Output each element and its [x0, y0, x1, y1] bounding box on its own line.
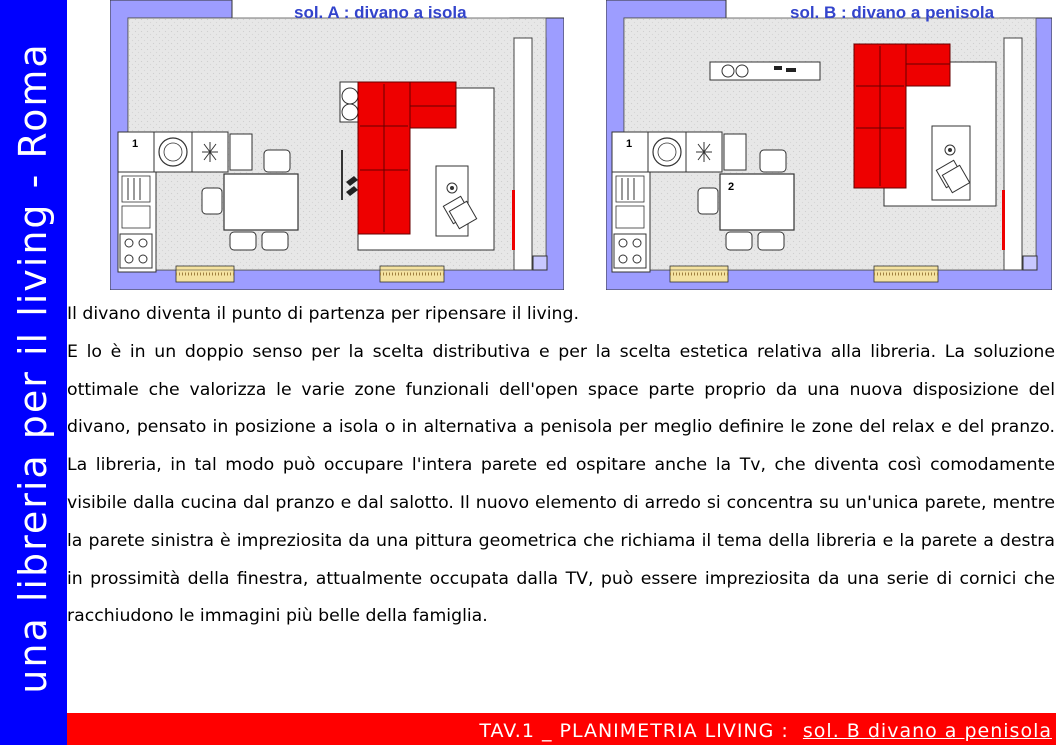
- floor-plan-a-drawing: [110, 0, 564, 290]
- room-number-label: 1: [132, 138, 139, 150]
- room-number-label: 1: [626, 138, 633, 150]
- plan-a-title: sol. A : divano a isola: [294, 3, 467, 22]
- floor-plan-b-drawing: [606, 0, 1052, 290]
- footer-label: TAV.1 _ PLANIMETRIA LIVING :: [479, 720, 789, 742]
- plan-b-title: sol. B : divano a penisola: [790, 3, 995, 22]
- sidebar: [0, 0, 67, 745]
- footer-bar: [67, 713, 1056, 745]
- sidebar-title: una libreria per il living - Roma: [11, 42, 55, 694]
- table-number-label: 2: [728, 181, 735, 193]
- footer-subtitle: sol. B divano a penisola: [802, 720, 1052, 742]
- floor-plan-a: [110, 0, 564, 290]
- description-body: E lo è in un doppio senso per la scelta distributiva e per la scelta estetica relativa alla libreria. La soluzione ottimale che valorizza le varie zone funzionali dell'open space parte proprio da una nuova disposizione del divano, pensato in posizione a isola o in alternativa a penisola per meglio definire le zone del relax e del pranzo. La libreria, in tal modo può occupare l'intera parete ed ospitare anche la Tv, che diventa così comodamente visibile dalla cucina dal pranzo e dal salotto. Il nuovo elemento di arredo si concentra su un'unica parete, mentre la parete sinistra è impreziosita da una pittura geometrica che richiama il tema della libreria e la parete a destra in prossimità della finestra, attualmente occupata dalla TV, può essere impreziosita da una serie di cornici che racchiudono le immagini più belle della famiglia.: [67, 341, 1055, 627]
- description-intro: Il divano diventa il punto di partenza per ripensare il living.: [67, 304, 579, 324]
- description-text: [67, 296, 1055, 636]
- floor-plan-b: [606, 0, 1052, 290]
